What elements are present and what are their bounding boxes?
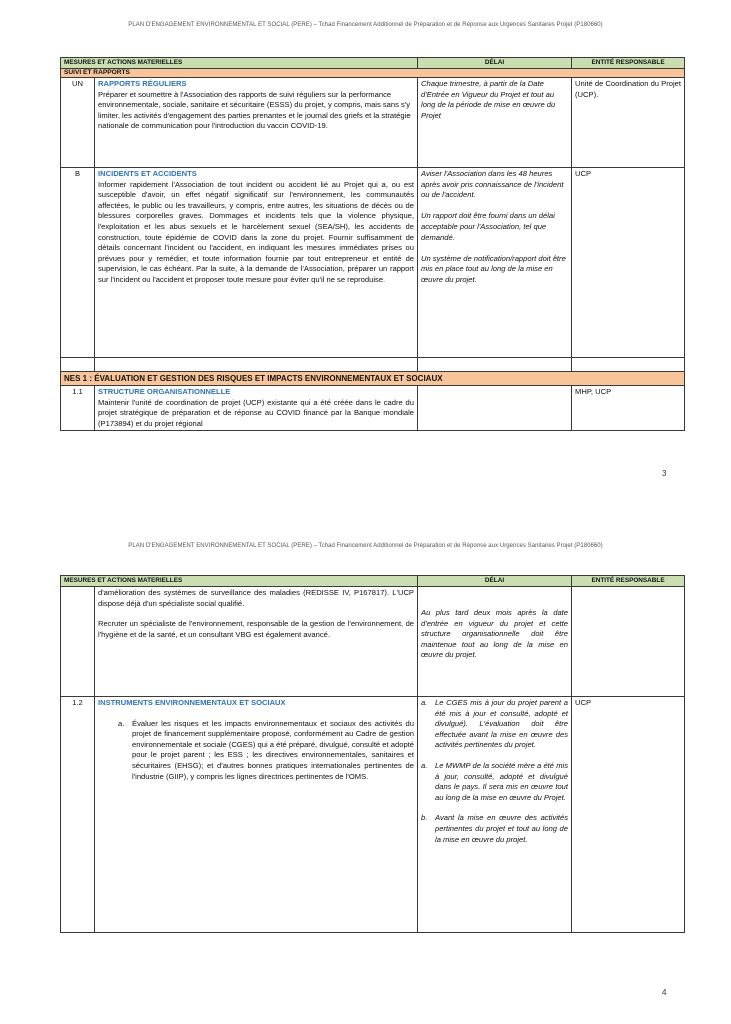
- delay-cell: [418, 587, 572, 697]
- entity-cell: UCP: [572, 697, 685, 933]
- entity-cell: Unité de Coordination du Projet (UCP).: [572, 78, 685, 168]
- list-item: [98, 719, 414, 783]
- list-item: [421, 813, 568, 845]
- measure-text: Informer rapidement l'Association de tout incident ou accident lié au Projet qui a, ou est susceptible d'avoir, un effet négatif significatif sur l'environnement, les communautés affectées, le public ou les travailleurs, y compris, entre autres, les situations de décès ou de blessures corporelles graves. Dommages et incidents tels que la violence physique, l'exploitation et les abus sexuels et le harcèlement sexuel (SEA/SH), les accidents de construction, toute épidémie de COVID dans la zone du projet. Fournir suffisamment de détails concernant l'incident ou l'accident, en indiquant les mesures immédiates prises ou prévues pour y remédier, et toute information fournie par tout entrepreneur et entité de supervision, le cas échéant. Par la suite, à la demande de l'Association, préparer un rapport sur l'incident ou l'accident et proposer toute mesure pour éviter qu'il ne se reproduise.: [98, 179, 415, 284]
- table-row: [61, 78, 685, 168]
- measure-text: Préparer et soumettre à l'Association des rapports de suivi réguliers sur la performance environnementale, sociale, sanitaire et sécuritaire (ESSS) du projet, y compris, mais sans s'y limiter, les activités d'engagement des parties prenantes et le journal des griefs et la stratégie nationale de communication pour l'introduction du vaccin COVID-19.: [98, 89, 411, 131]
- table-row: [61, 587, 685, 697]
- measure-cell: [95, 78, 418, 168]
- measure-text: Recruter un spécialiste de l'environnement, responsable de la gestion de l'environnement, de l'hygiène et de la santé, et un consultant VBG est également avancé.: [98, 619, 415, 639]
- commitment-table-page-3: [60, 57, 685, 431]
- entity-cell: UCP: [572, 168, 685, 358]
- list-label: a.: [421, 760, 428, 770]
- measure-cell: [95, 587, 418, 697]
- measure-title: INCIDENTS ET ACCIDENTS: [98, 169, 197, 178]
- section-title: SUIVI ET RAPPORTS: [61, 69, 685, 78]
- list-text: Le CGES mis à jour du projet parent a été mis à jour et consulté, adopté et divulgué). L'évaluation doit être effectuée avant la mise en œuvre des activités pertinentes du projet.: [435, 698, 569, 750]
- column-header-delay: DÉLAI: [418, 576, 572, 587]
- commitment-table-page-4: [60, 575, 685, 933]
- list-item: [421, 761, 568, 803]
- measure-text: d'amélioration des systèmes de surveillance des maladies (REDISSE IV, P167817). L'UCP dispose déjà d'un spécialiste social qualifié.: [98, 588, 415, 608]
- delay-cell: Chaque trimestre, à partir de la Date d'Entrée en Vigueur du Projet et tout au long de la période de mise en œuvre du Projet: [418, 78, 572, 168]
- column-header-entity: ENTITÉ RESPONSABLE: [572, 58, 685, 69]
- page-number: 4: [662, 988, 667, 997]
- column-header-measures: MESURES ET ACTIONS MATERIELLES: [61, 576, 418, 587]
- list-label: b.: [421, 813, 428, 823]
- delay-text: Un rapport doit être fourni dans un délai acceptable pour l'Association, tel que demandé.: [421, 211, 555, 242]
- list-label: a.: [421, 698, 428, 707]
- list-text: Le MWMP de la société mère a été mis à jour, consulté, adopté et divulgué dans le pays. Il sera mis en œuvre tout au long de la mise en œuvre du Projet.: [435, 760, 569, 802]
- measure-cell: [95, 697, 418, 933]
- delay-text: Au plus tard deux mois après la date d'entrée en vigueur du projet et cette structure organisationnelle doit être maintenue tout au long de la mise en œuvre du projet.: [421, 608, 569, 660]
- column-header-delay: DÉLAI: [418, 58, 572, 69]
- list-item: [421, 698, 568, 751]
- measure-title: RAPPORTS RÉGULIERS: [98, 79, 187, 88]
- row-number: 1.1: [61, 386, 95, 431]
- column-header-measures: MESURES ET ACTIONS MATERIELLES: [61, 58, 418, 69]
- page-header: PLAN D'ENGAGEMENT ENVIRONNEMENTAL ET SOCIAL (PERE) – Tchad Financement Additionnel de Préparation et de Réponse aux Urgences Sanitaires Projet (P180660): [128, 543, 603, 549]
- list-text: Avant la mise en œuvre des activités pertinentes du projet et tout au long de la mise en œuvre du projet.: [435, 813, 569, 844]
- delay-cell: [418, 386, 572, 431]
- table-row: [61, 386, 685, 431]
- row-number: [61, 587, 95, 697]
- delay-cell: [418, 168, 572, 358]
- measure-title: STRUCTURE ORGANISATIONNELLE: [98, 387, 231, 396]
- list-text: Évaluer les risques et les impacts environnementaux et sociaux des activités du projet de financement supplémentaire proposé, conformément au Cadre de gestion environnementale et sociale (CGES) qui a été préparé, divulgué, consulté et adopté pour le projet parent ; les ESS ; les directives environnementales, sanitaires et sécuritaires (EHSG); et d'autres bonnes pratiques internationales pertinentes de l'industrie (GIIP), y compris les lignes directrices pertinentes de l'OMS.: [132, 718, 415, 781]
- measure-cell: [95, 386, 418, 431]
- table-row: [61, 697, 685, 933]
- delay-text: Aviser l'Association dans les 48 heures après avoir pris connaissance de l'incident ou de l'accident.: [421, 169, 564, 200]
- row-number: 1.2: [61, 697, 95, 933]
- entity-cell: MHP, UCP: [572, 386, 685, 431]
- delay-text: Un système de notification/rapport doit être mis en place tout au long de la mise en œuvre du projet.: [421, 253, 566, 284]
- empty-row: [61, 358, 685, 372]
- section-row-suivi: [61, 69, 685, 78]
- section-title: NES 1 : ÉVALUATION ET GESTION DES RISQUES ET IMPACTS ENVIRONNEMENTAUX ET SOCIAUX: [61, 372, 685, 386]
- table-header-row: [61, 576, 685, 587]
- column-header-entity: ENTITÉ RESPONSABLE: [572, 576, 685, 587]
- delay-cell: [418, 697, 572, 933]
- table-row: [61, 168, 685, 358]
- row-number: UN: [61, 78, 95, 168]
- measure-text: Maintenir l'unité de coordination de projet (UCP) existante qui a été créée dans le cadre du projet stratégique de préparation et de réponse au COVID financé par la Banque mondiale (P173894) et du projet régional: [98, 397, 415, 428]
- list-label: a.: [118, 718, 125, 728]
- page-number: 3: [662, 469, 667, 478]
- row-number: B: [61, 168, 95, 358]
- section-row-nes1: [61, 372, 685, 386]
- measure-cell: [95, 168, 418, 358]
- measure-title: INSTRUMENTS ENVIRONNEMENTAUX ET SOCIAUX: [98, 698, 286, 707]
- page-header: PLAN D'ENGAGEMENT ENVIRONNEMENTAL ET SOCIAL (PERE) – Tchad Financement Additionnel de Préparation et de Réponse aux Urgences Sanitaires Projet (P180660): [128, 22, 603, 28]
- table-header-row: [61, 58, 685, 69]
- entity-cell: [572, 587, 685, 697]
